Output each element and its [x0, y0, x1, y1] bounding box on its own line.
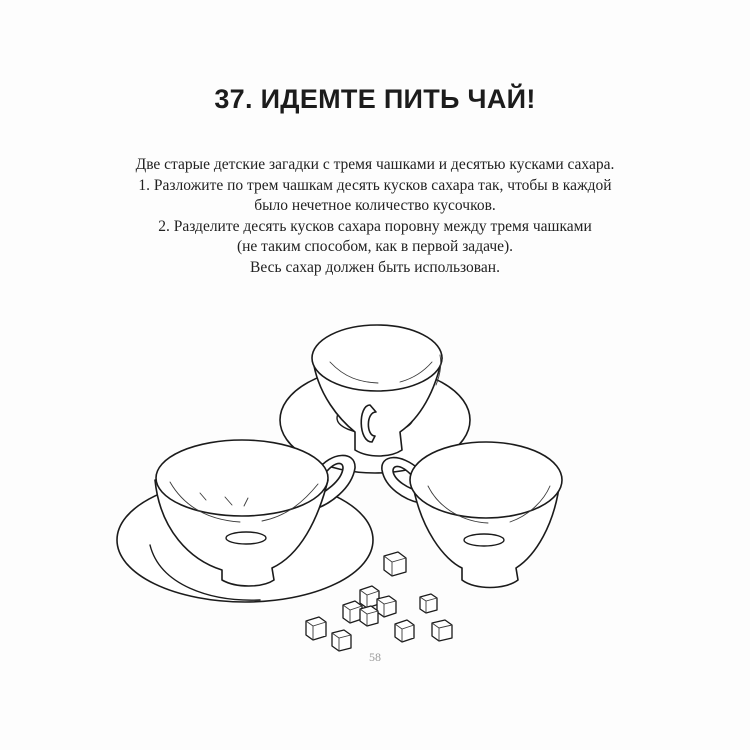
puzzle-line: (не таким способом, как в первой задаче). [236, 238, 514, 255]
puzzle-line: 2. Разделите десять кусков сахара поровну между тремя чашками [158, 217, 592, 235]
sugar-cube [432, 620, 452, 641]
puzzle-line: было нечетное количество кусочков. [254, 197, 496, 214]
page-number: 58 [369, 650, 381, 664]
sugar-cube [360, 606, 378, 626]
sugar-cube [332, 630, 351, 651]
puzzle-title: 37. ИДЕМТЕ ПИТЬ ЧАЙ! [214, 84, 536, 114]
puzzle-line: Весь сахар должен быть использован. [250, 258, 500, 276]
sugar-cube [306, 617, 326, 640]
puzzle-line: Две старые детские загадки с тремя чашками и десятью кусками сахара. [135, 156, 615, 173]
right-teacup [382, 442, 562, 588]
sugar-cube [343, 601, 362, 623]
sugar-cube [395, 620, 414, 642]
sugar-cube [384, 552, 406, 576]
puzzle-line: 1. Разложите по трем чашкам десять кусков сахара так, чтобы в каждой [138, 176, 612, 194]
sugar-cube [360, 586, 379, 608]
sugar-cube [377, 596, 396, 617]
left-teacup [117, 440, 373, 602]
sugar-cube [420, 594, 437, 613]
